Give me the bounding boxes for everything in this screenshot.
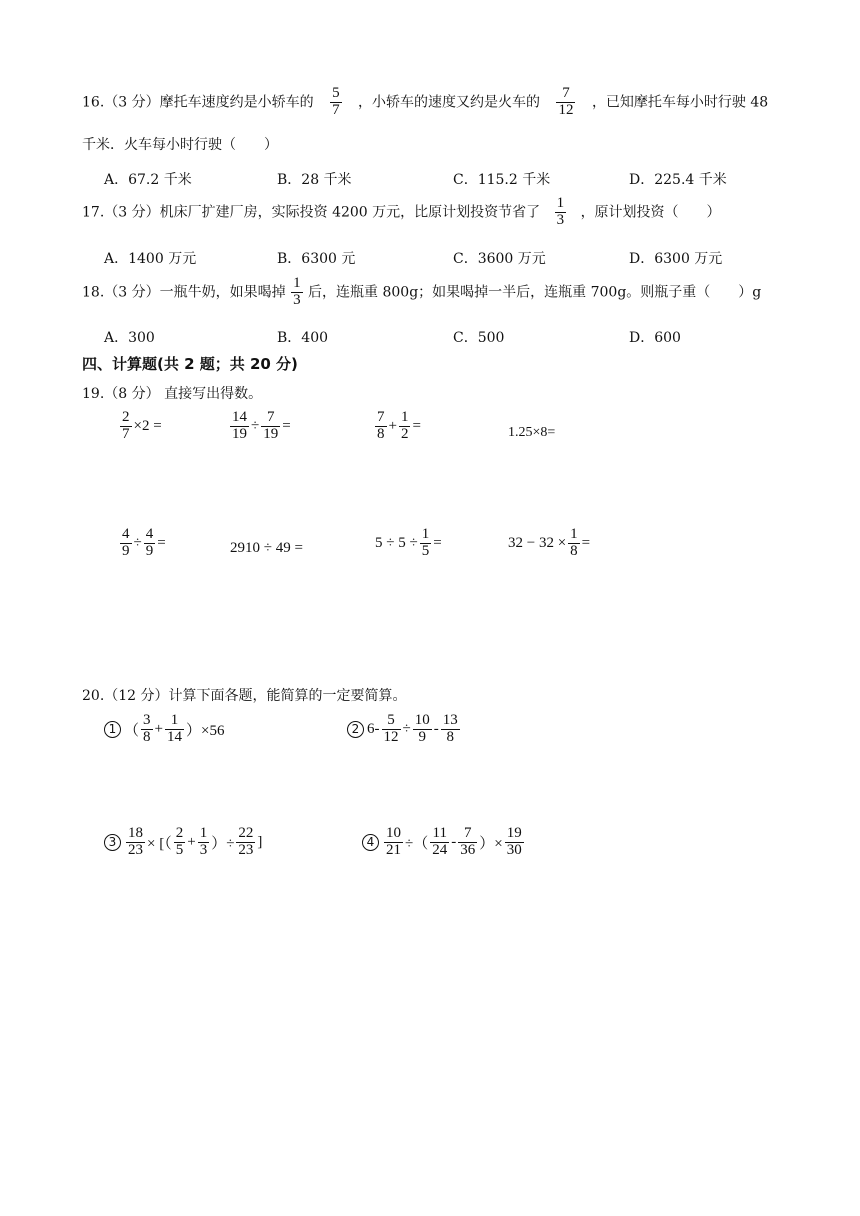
q17-option-d[interactable]: D．6300 万元 <box>629 251 723 267</box>
q18-option-d[interactable]: D．600 <box>629 330 681 346</box>
q16-line2: 千米．火车每小时行驶（ ） <box>82 137 278 153</box>
q17-option-c[interactable]: C．3600 万元 <box>453 251 546 267</box>
q17-lead: 17.（3 分）机床厂扩建厂房，实际投资 4200 万元，比原计划投资节省了 <box>82 204 541 221</box>
circled-number-4: 4 <box>362 834 379 851</box>
section-heading-calculation: 四、计算题(共 2 题；共 20 分) <box>82 355 298 373</box>
q20-expr-2: 2 6- $\frac{5}{12}$ ÷ $\frac{10}{9}$ - $\frac{13}{8}$ <box>347 713 462 746</box>
circled-number-3: 3 <box>104 834 121 851</box>
q18-lead: 18.（3 分）一瓶牛奶，如果喝掉 <box>82 284 286 301</box>
q17-fraction: $\frac{1}{3}$ <box>556 195 565 228</box>
q18-option-b[interactable]: B．400 <box>277 330 329 346</box>
circled-number-2: 2 <box>347 721 364 738</box>
q16-tail: ，已知摩托车每小时行驶 48 <box>591 94 769 111</box>
circled-number-1: 1 <box>104 721 121 738</box>
q20-expr-3: 3 $\frac{18}{23}$ × [（ $\frac{2}{5}$ + $\frac{1}{3}$ ）÷ $\frac{22}{23}$ ] <box>104 826 262 859</box>
q16-line1 <box>82 86 768 119</box>
q16-lead: 16.（3 分）摩托车速度约是小轿车的 <box>82 94 314 111</box>
q18-line1 <box>82 276 761 309</box>
q16-mid: ，小轿车的速度又约是火车的 <box>358 94 541 111</box>
q19-item-4: 1.25×8= <box>508 425 556 440</box>
q16-option-d[interactable]: D．225.4 千米 <box>629 172 727 188</box>
q16-fraction-1: $\frac{5}{7}$ <box>332 85 340 118</box>
q19-item-8: 32 − 32 × $\frac{1}{8}$ = <box>508 526 591 559</box>
q18-fraction: $\frac{1}{3}$ <box>293 275 301 308</box>
q19-item-6: 2910 ÷ 49 = <box>230 540 303 556</box>
q16-option-a[interactable]: A．67.2 千米 <box>104 172 192 188</box>
q17-tail: ，原计划投资（ ） <box>580 204 721 221</box>
q19-item-3: $\frac{7}{8}$ + $\frac{1}{2}$ = <box>377 409 421 442</box>
q17-option-b[interactable]: B．6300 元 <box>277 251 356 267</box>
q19-item-7: 5 ÷ 5 ÷ $\frac{1}{5}$ = <box>375 526 442 559</box>
q17-line1 <box>82 196 721 229</box>
q19-item-1: $\frac{2}{7}$ ×2 = <box>122 409 162 442</box>
q20-expr-4: 4 $\frac{10}{21}$ ÷（ $\frac{11}{24}$ - $\frac{7}{36}$ ）× $\frac{19}{30}$ <box>362 826 526 859</box>
q19-item-5: $\frac{4}{9}$ ÷ $\frac{4}{9}$ = <box>122 526 166 559</box>
q17-option-a[interactable]: A．1400 万元 <box>104 251 197 267</box>
q18-option-c[interactable]: C．500 <box>453 330 505 346</box>
q16-option-b[interactable]: B．28 千米 <box>277 172 352 188</box>
q18-option-a[interactable]: A．300 <box>104 330 155 346</box>
q19-item-2: $\frac{14}{19}$ ÷ $\frac{7}{19}$ = <box>232 409 291 442</box>
q16-fraction-2: $\frac{7}{12}$ <box>558 85 574 118</box>
q18-tail: 后，连瓶重 800g；如果喝掉一半后，连瓶重 700g。则瓶子重（ ）g <box>308 284 762 301</box>
q19-title: 19.（8 分） 直接写出得数。 <box>82 386 263 402</box>
q20-title: 20.（12 分）计算下面各题，能简算的一定要简算。 <box>82 688 407 704</box>
q16-option-c[interactable]: C．115.2 千米 <box>453 172 551 188</box>
q20-expr-1: 1 （ $\frac{3}{8}$ + $\frac{1}{14}$ ）×56 <box>104 713 224 746</box>
